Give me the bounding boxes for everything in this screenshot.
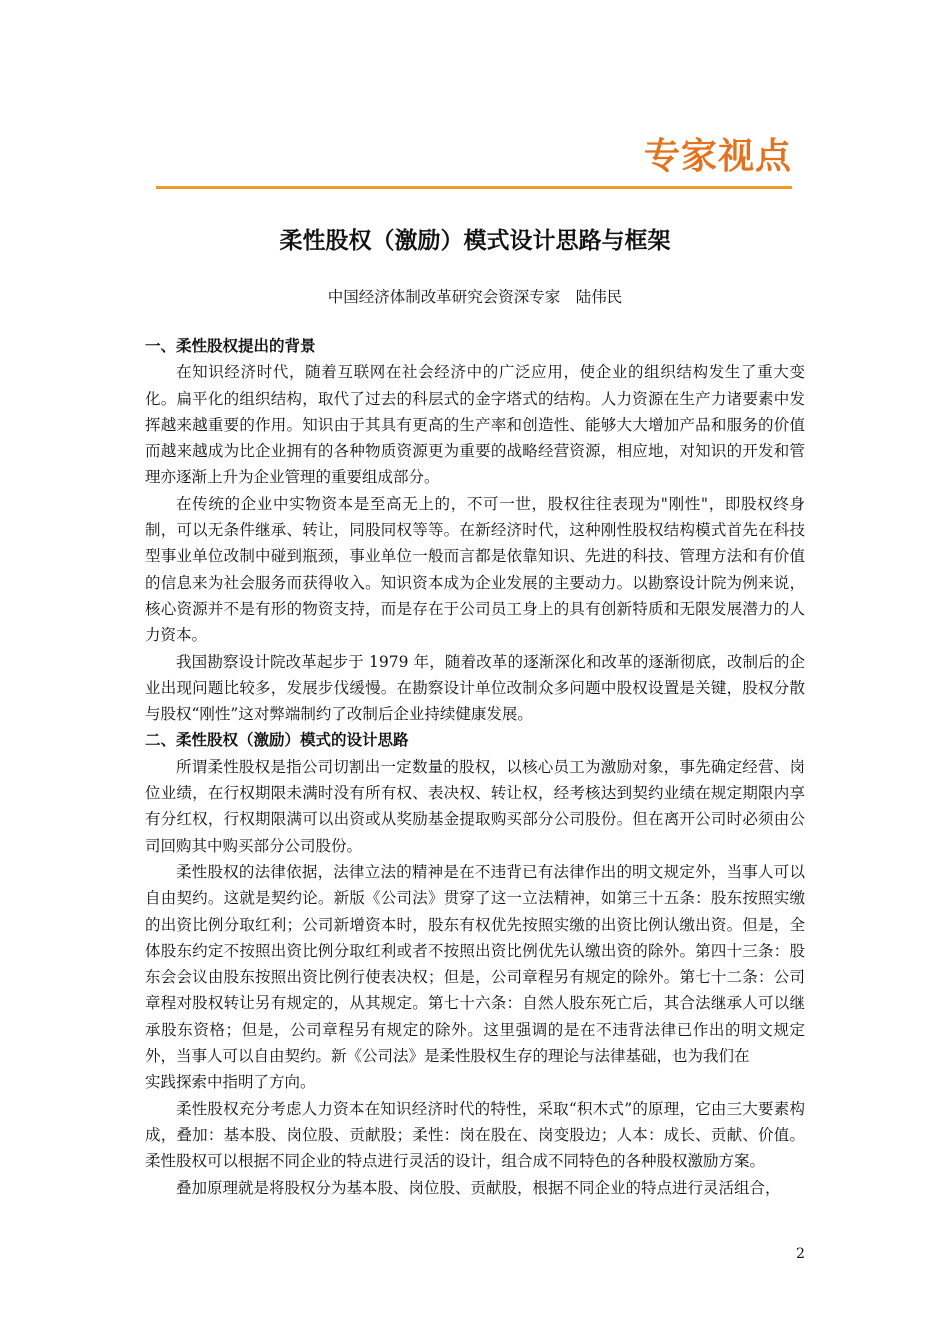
page-number: 2 — [796, 1246, 805, 1262]
paragraph: 柔性股权的法律依据，法律立法的精神是在不违背已有法律作出的明文规定外，当事人可以自由契约。这就是契约论。新版《公司法》贯穿了这一立法精神，如第三十五条：股东按照实缴的出资比例分取红利；公司新增资本时，股东有权优先按照实缴的出资比例认缴出资。但是，全体股东约定不按照出资比例分取红利或者不按照出资比例优先认缴出资的除外。第四十三条：股东会会议由股东按照出资比例行使表决权；但是，公司章程另有规定的除外。第七十二条：公司章程对股权转让另有规定的，从其规定。第七十六条：自然人股东死亡后，其合法继承人可以继承股东资格；但是，公司章程另有规定的除外。这里强调的是在不违背法律已作出的明文规定外，当事人可以自由契约。新《公司法》是柔性股权生存的理论与法律基础，也为我们在 — [145, 862, 805, 1066]
article-title: 柔性股权（激励）模式设计思路与框架 — [279, 228, 671, 254]
paragraph: 叠加原理就是将股权分为基本股、岗位股、贡献股，根据不同企业的特点进行灵活组合， — [176, 1178, 781, 1197]
section-heading: 二、柔性股权（激励）模式的设计思路 — [145, 731, 409, 750]
section-label: 专家视点 — [643, 136, 792, 177]
paragraph: 在知识经济时代，随着互联网在社会经济中的广泛应用，使企业的组织结构发生了重大变化。扁平化的组织结构，取代了过去的科层式的金字塔式的结构。人力资源在生产力诸要素中发挥越来越重要的作用。知识由于其具有更高的生产率和创造性、能够大大增加产品和服务的价值而越来越成为比企业拥有的各种物质资源更为重要的战略经营资源，相应地，对知识的开发和管理亦逐渐上升为企业管理的重要组成部分。 — [145, 363, 805, 487]
paragraph: 在传统的企业中实物资本是至高无上的，不可一世，股权往往表现为"刚性"，即股权终身制，可以无条件继承、转让，同股同权等等。在新经济时代，这种刚性股权结构模式首先在科技型事业单位改制中碰到瓶颈，事业单位一般而言都是依靠知识、先进的科技、管理方法和有价值的信息来为社会服务而获得收入。知识资本成为企业发展的主要动力。以勘察设计院为例来说，核心资源并不是有形的物资支持，而是存在于公司员工身上的具有创新特质和无限发展潜力的人力资本。 — [145, 494, 805, 645]
paragraph: 我国勘察设计院改革起步于 1979 年，随着改革的逐渐深化和改革的逐渐彻底，改制后的企业出现问题比较多，发展步伐缓慢。在勘察设计单位改制众多问题中股权设置是关键，股权分散与股权“刚性”这对弊端制约了改制后企业持续健康发展。 — [145, 652, 805, 724]
header-rule — [156, 186, 792, 189]
paragraph: 实践探索中指明了方向。 — [145, 1073, 316, 1092]
article-body — [145, 333, 805, 1201]
paragraph: 所谓柔性股权是指公司切割出一定数量的股权，以核心员工为激励对象，事先确定经营、岗位业绩，在行权期限未满时没有所有权、表决权、转让权，经考核达到契约业绩在规定期限内享有分红权，行权期限满可以出资或从奖励基金提取购买部分公司股份。但在离开公司时必须由公司回购其中购买部分公司股份。 — [145, 757, 805, 855]
section-heading: 一、柔性股权提出的背景 — [145, 337, 316, 355]
article-author: 中国经济体制改革研究会资深专家 陆伟民 — [327, 288, 623, 306]
paragraph: 柔性股权充分考虑人力资本在知识经济时代的特性，采取“积木式”的原理，它由三大要素构成，叠加：基本股、岗位股、贡献股；柔性：岗在股在、岗变股边；人本：成长、贡献、价值。柔性股权可以根据不同企业的特点进行灵活的设计，组合成不同特色的各种股权激励方案。 — [145, 1099, 805, 1171]
